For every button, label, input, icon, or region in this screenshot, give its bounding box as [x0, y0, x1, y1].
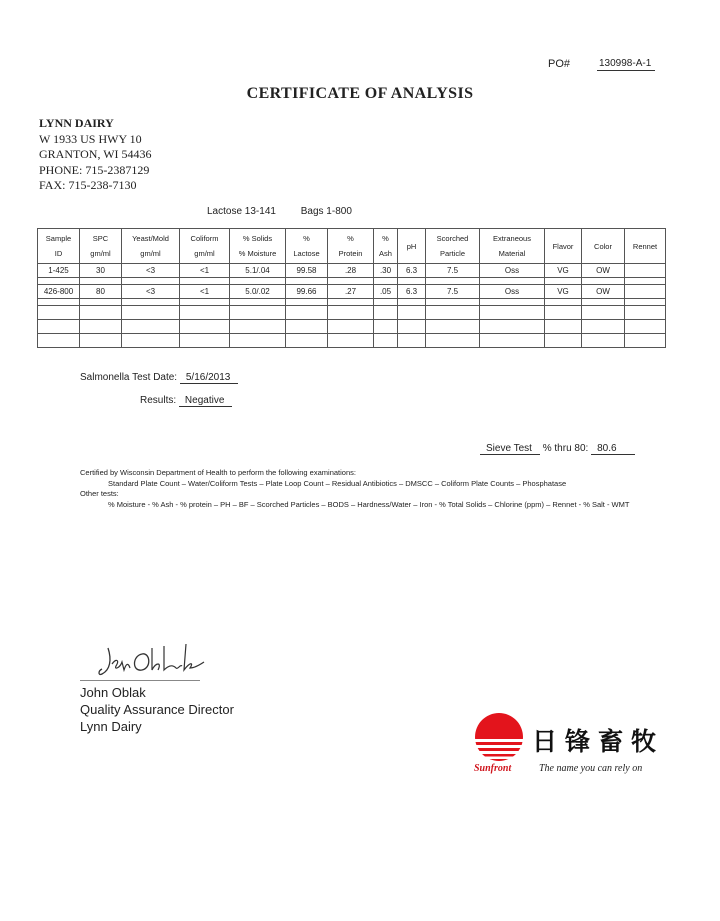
certified-tests: Standard Plate Count – Water/Coliform Tests – Plate Loop Count – Residual Antibiotics – DMSCC – Coliform Plate Counts – Phosphatase — [108, 478, 567, 488]
table-cell — [625, 299, 666, 306]
table-cell: 99.66 — [286, 285, 328, 299]
signature-line — [80, 680, 200, 681]
table-cell — [398, 334, 426, 348]
table-cell: .27 — [328, 285, 374, 299]
table-cell — [625, 278, 666, 285]
column-header-line: Sample — [45, 234, 72, 243]
table-cell — [582, 299, 625, 306]
table-cell — [180, 320, 230, 334]
column-header — [374, 229, 398, 264]
table-cell — [180, 306, 230, 320]
table-cell — [480, 334, 545, 348]
table-cell — [286, 278, 328, 285]
table-cell — [122, 320, 180, 334]
salmonella-test — [80, 372, 238, 383]
column-header-line: pH — [406, 241, 417, 251]
signer-title: Quality Assurance Director — [80, 702, 234, 717]
table-cell: 5.1/.04 — [230, 264, 286, 278]
results-value: Negative — [179, 395, 232, 407]
table-cell — [625, 264, 666, 278]
column-header-line: Material — [498, 249, 526, 258]
column-header-line: Flavor — [552, 241, 574, 251]
table-cell — [625, 320, 666, 334]
table-cell — [122, 306, 180, 320]
table-cell — [38, 278, 80, 285]
table-cell: OW — [582, 285, 625, 299]
table-header-row — [38, 229, 666, 264]
table-cell — [230, 334, 286, 348]
signer-block — [80, 684, 234, 735]
po-label: PO# — [548, 58, 571, 70]
analysis-table — [37, 228, 666, 348]
table-cell: 6.3 — [398, 264, 426, 278]
column-header-line: gm/ml — [194, 249, 215, 258]
po-number: 130998-A-1 — [597, 58, 655, 71]
company-address-block — [39, 116, 152, 194]
sieve-thru-label: % thru 80: — [542, 443, 589, 454]
table-cell — [426, 334, 480, 348]
column-header-line: Lactose — [293, 249, 320, 258]
table-cell — [426, 306, 480, 320]
table-spacer-row — [38, 278, 666, 285]
table-row — [38, 334, 666, 348]
table-cell — [582, 334, 625, 348]
column-header-line: Color — [594, 241, 612, 251]
table-cell — [480, 299, 545, 306]
other-tests-list: % Moisture - % Ash - % protein – PH – BF – Scorched Particles – BODS – Hardness/Water – Iron - % Total Solids – Chlorine (ppm) – Rennet - % Salt - WMT — [108, 499, 630, 509]
table-cell: 1-425 — [38, 264, 80, 278]
signature — [94, 640, 214, 680]
table-cell — [398, 278, 426, 285]
sieve-label: Sieve Test — [480, 443, 540, 455]
table-cell — [328, 299, 374, 306]
table-cell: Oss — [480, 285, 545, 299]
results-line — [140, 395, 232, 406]
table-cell — [122, 278, 180, 285]
column-header-line: % Moisture — [238, 249, 277, 258]
salmonella-label: Salmonella Test Date: — [80, 372, 178, 383]
table-cell — [80, 278, 122, 285]
table-row — [38, 306, 666, 320]
column-header — [582, 229, 625, 264]
table-spacer-row — [38, 299, 666, 306]
table-cell — [286, 334, 328, 348]
table-cell: <3 — [122, 285, 180, 299]
lactose-lot: Lactose 13-141 — [207, 206, 276, 217]
table-cell — [230, 299, 286, 306]
column-header — [398, 229, 426, 264]
column-header-line: Yeast/Mold — [132, 234, 169, 243]
column-header-line: Coliform — [190, 234, 219, 243]
table-cell — [286, 306, 328, 320]
table-cell: .28 — [328, 264, 374, 278]
table-cell — [286, 299, 328, 306]
table-cell — [480, 278, 545, 285]
column-header-line: Extraneous — [493, 234, 531, 243]
column-header — [480, 229, 545, 264]
table-cell — [480, 320, 545, 334]
table-cell: 5.0/.02 — [230, 285, 286, 299]
table-cell: Oss — [480, 264, 545, 278]
table-cell: 6.3 — [398, 285, 426, 299]
logo-tagline: The name you can rely on — [539, 763, 643, 774]
table-cell: <1 — [180, 264, 230, 278]
table-cell — [398, 299, 426, 306]
column-header — [328, 229, 374, 264]
table-cell — [328, 320, 374, 334]
column-header-line: ID — [54, 249, 63, 258]
table-cell — [180, 334, 230, 348]
table-cell — [426, 278, 480, 285]
phone: PHONE: 715-2387129 — [39, 162, 150, 177]
table-cell: 80 — [80, 285, 122, 299]
table-cell — [286, 320, 328, 334]
table-cell — [545, 278, 582, 285]
column-header-line: % — [382, 234, 389, 243]
column-header — [426, 229, 480, 264]
table-cell: 7.5 — [426, 264, 480, 278]
column-header-line: % — [303, 234, 310, 243]
table-cell — [426, 320, 480, 334]
table-cell — [80, 334, 122, 348]
table-cell — [328, 306, 374, 320]
table-cell — [374, 320, 398, 334]
table-cell — [582, 306, 625, 320]
column-header — [286, 229, 328, 264]
table-cell — [374, 299, 398, 306]
table-cell: OW — [582, 264, 625, 278]
table-cell: VG — [545, 264, 582, 278]
column-header-line: % Solids — [242, 234, 273, 243]
table-cell — [38, 334, 80, 348]
table-cell — [80, 320, 122, 334]
column-header-line: Protein — [338, 249, 363, 258]
table-cell — [38, 320, 80, 334]
column-header-line: SPC — [92, 234, 109, 243]
table-cell — [545, 299, 582, 306]
table-cell — [38, 299, 80, 306]
table-cell — [374, 278, 398, 285]
lot-info — [207, 206, 374, 217]
column-header — [545, 229, 582, 264]
table-cell — [545, 320, 582, 334]
table-row — [38, 264, 666, 278]
table-cell — [480, 306, 545, 320]
table-cell — [398, 320, 426, 334]
table-cell — [545, 334, 582, 348]
table-cell — [122, 334, 180, 348]
results-label: Results: — [140, 395, 177, 406]
table-cell — [328, 334, 374, 348]
table-cell: 7.5 — [426, 285, 480, 299]
logo-chinese-name: 日锋畜牧 — [532, 727, 665, 756]
table-cell: 426-800 — [38, 285, 80, 299]
page-title: CERTIFICATE OF ANALYSIS — [246, 85, 474, 102]
table-cell: <1 — [180, 285, 230, 299]
sieve-value: 80.6 — [591, 443, 634, 455]
table-cell — [374, 306, 398, 320]
column-header-line: % — [347, 234, 354, 243]
column-header-line: Scorched — [436, 234, 469, 243]
other-tests-label: Other tests: — [80, 489, 119, 498]
table-cell — [80, 306, 122, 320]
table-cell — [625, 334, 666, 348]
address-line-2: GRANTON, WI 54436 — [39, 147, 152, 161]
table-cell: VG — [545, 285, 582, 299]
column-header — [230, 229, 286, 264]
table-cell — [374, 334, 398, 348]
table-cell — [230, 320, 286, 334]
signer-name: John Oblak — [80, 685, 146, 700]
logo-brand: Sunfront — [474, 763, 512, 774]
column-header-line: gm/ml — [90, 249, 111, 258]
table-row — [38, 320, 666, 334]
signer-company: Lynn Dairy — [80, 719, 142, 734]
sieve-test — [480, 443, 635, 454]
table-body — [38, 264, 666, 348]
table-cell — [230, 278, 286, 285]
address-line-1: W 1933 US HWY 10 — [39, 131, 142, 146]
column-header — [122, 229, 180, 264]
table-cell — [426, 299, 480, 306]
column-header-line: Particle — [439, 249, 465, 258]
salmonella-date: 5/16/2013 — [180, 372, 239, 384]
table-cell — [180, 299, 230, 306]
table-cell — [38, 306, 80, 320]
table-cell: .05 — [374, 285, 398, 299]
table-cell — [328, 278, 374, 285]
column-header — [625, 229, 666, 264]
company-name: LYNN DAIRY — [39, 116, 114, 130]
sunfront-sun-icon — [474, 712, 524, 762]
column-header — [80, 229, 122, 264]
certified-intro: Certified by Wisconsin Department of Health to perform the following examinations: — [80, 468, 356, 477]
column-header-line: Rennet — [632, 241, 658, 251]
table-cell: 99.58 — [286, 264, 328, 278]
table-cell — [80, 299, 122, 306]
table-cell: <3 — [122, 264, 180, 278]
table-cell: .30 — [374, 264, 398, 278]
table-cell — [398, 306, 426, 320]
fax: FAX: 715-238-7130 — [39, 178, 137, 192]
table-cell — [625, 285, 666, 299]
table-cell — [545, 306, 582, 320]
column-header-line: Ash — [379, 249, 392, 258]
table-cell — [582, 278, 625, 285]
column-header-line: gm/ml — [140, 249, 161, 258]
table-cell — [582, 320, 625, 334]
bags-range: Bags 1-800 — [300, 206, 352, 217]
table-cell: 30 — [80, 264, 122, 278]
table-cell — [180, 278, 230, 285]
table-cell — [625, 306, 666, 320]
table-cell — [230, 306, 286, 320]
table-row — [38, 285, 666, 299]
column-header — [38, 229, 80, 264]
column-header — [180, 229, 230, 264]
certification-text — [80, 468, 680, 510]
table-cell — [122, 299, 180, 306]
